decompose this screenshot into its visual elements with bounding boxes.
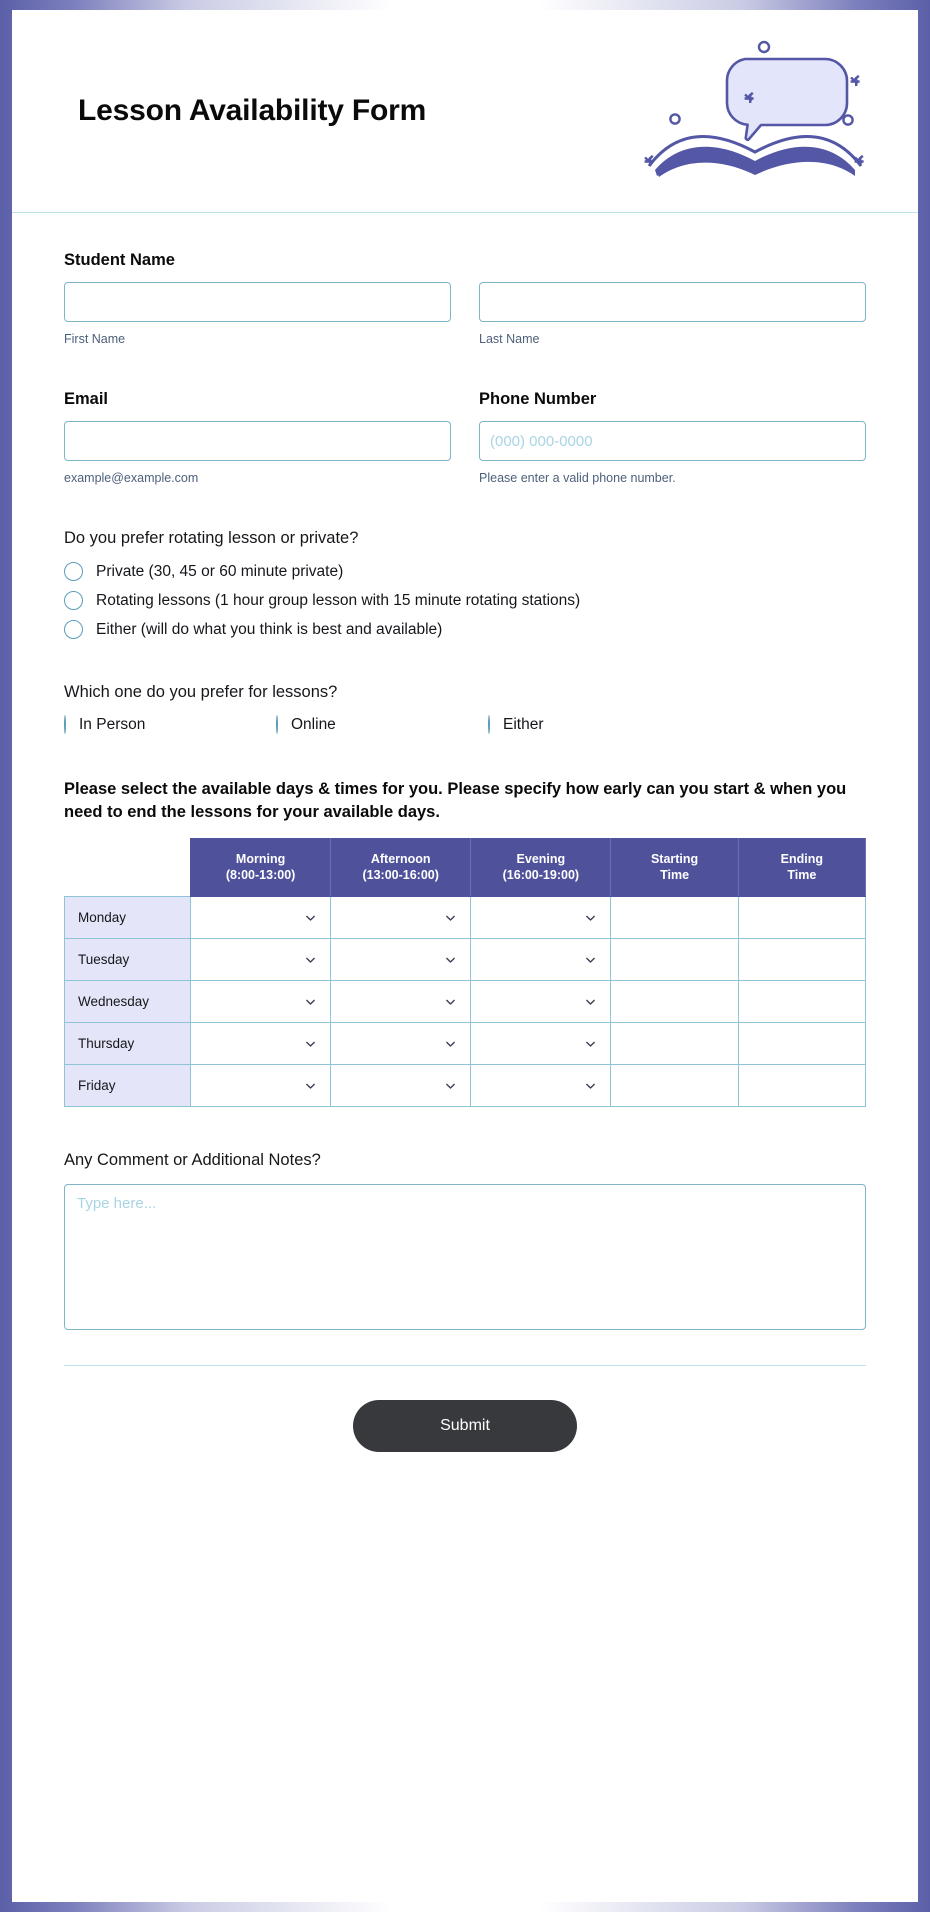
radio-circle-icon[interactable] bbox=[64, 620, 83, 639]
schedule-day-label: Tuesday bbox=[65, 939, 191, 981]
col-line1: Afternoon bbox=[370, 851, 431, 866]
form-header bbox=[12, 10, 918, 213]
radio-circle-icon[interactable] bbox=[64, 715, 66, 734]
schedule-ending-time-input[interactable] bbox=[738, 981, 865, 1023]
schedule-ending-time-input[interactable] bbox=[738, 1023, 865, 1065]
radio-circle-icon[interactable] bbox=[64, 591, 83, 610]
col-line2: (8:00-13:00) bbox=[225, 868, 296, 883]
schedule-morning-select[interactable] bbox=[191, 939, 331, 981]
phone-hint: Please enter a valid phone number. bbox=[479, 471, 676, 485]
radio-label: Private (30, 45 or 60 minute private) bbox=[96, 562, 344, 580]
chevron-down-icon bbox=[305, 912, 316, 923]
schedule-morning-select[interactable] bbox=[191, 897, 331, 939]
schedule-starting-time-input[interactable] bbox=[611, 1065, 738, 1107]
chevron-down-icon bbox=[445, 954, 456, 965]
email-label: Email bbox=[64, 390, 109, 408]
chevron-down-icon bbox=[445, 1080, 456, 1091]
chevron-down-icon bbox=[305, 954, 316, 965]
last-name-sublabel: Last Name bbox=[479, 332, 540, 346]
lesson-mode-option-online[interactable] bbox=[276, 716, 488, 734]
comments-textarea[interactable] bbox=[64, 1184, 866, 1330]
schedule-group bbox=[64, 778, 866, 1107]
chevron-down-icon bbox=[445, 996, 456, 1007]
chevron-down-icon bbox=[305, 996, 316, 1007]
schedule-morning-select[interactable] bbox=[191, 1065, 331, 1107]
chevron-down-icon bbox=[305, 1080, 316, 1091]
schedule-evening-select[interactable] bbox=[471, 1065, 611, 1107]
email-hint: example@example.com bbox=[64, 471, 199, 485]
chevron-down-icon bbox=[585, 1038, 596, 1049]
col-line1: Morning bbox=[235, 851, 286, 866]
chevron-down-icon bbox=[585, 996, 596, 1007]
phone-col bbox=[479, 390, 866, 485]
schedule-day-label: Thursday bbox=[65, 1023, 191, 1065]
schedule-afternoon-select[interactable] bbox=[331, 1023, 471, 1065]
chevron-down-icon bbox=[585, 912, 596, 923]
lesson-mode-option-either[interactable] bbox=[488, 716, 700, 734]
lesson-type-options bbox=[64, 562, 866, 639]
open-book-with-speech-bubble-icon bbox=[643, 34, 873, 189]
submit-button[interactable]: Submit bbox=[353, 1400, 577, 1452]
table-row bbox=[65, 1065, 866, 1107]
schedule-afternoon-select[interactable] bbox=[331, 939, 471, 981]
col-line2: Time bbox=[787, 868, 817, 883]
lesson-type-question: Do you prefer rotating lesson or private? bbox=[64, 529, 359, 547]
schedule-corner-cell bbox=[65, 838, 191, 897]
schedule-evening-select[interactable] bbox=[471, 939, 611, 981]
schedule-evening-select[interactable] bbox=[471, 1023, 611, 1065]
table-row bbox=[65, 897, 866, 939]
schedule-ending-time-input[interactable] bbox=[738, 939, 865, 981]
last-name-col bbox=[479, 282, 866, 346]
radio-label: In Person bbox=[79, 716, 146, 733]
chevron-down-icon bbox=[585, 954, 596, 965]
table-row bbox=[65, 1023, 866, 1065]
radio-circle-icon[interactable] bbox=[488, 715, 490, 734]
schedule-day-label: Monday bbox=[65, 897, 191, 939]
lesson-mode-options bbox=[64, 716, 866, 734]
col-line2: (16:00-19:00) bbox=[502, 868, 580, 883]
col-line2: (13:00-16:00) bbox=[362, 868, 439, 883]
schedule-ending-time-input[interactable] bbox=[738, 897, 865, 939]
col-line2: Time bbox=[660, 868, 690, 883]
student-name-label: Student Name bbox=[64, 251, 175, 269]
lesson-mode-group bbox=[64, 683, 866, 734]
radio-label: Rotating lessons (1 hour group lesson with 15 minute rotating stations) bbox=[96, 591, 581, 609]
chevron-down-icon bbox=[445, 1038, 456, 1049]
lesson-mode-option-in-person[interactable] bbox=[64, 716, 276, 734]
radio-circle-icon[interactable] bbox=[64, 562, 83, 581]
schedule-col-afternoon bbox=[331, 838, 471, 897]
schedule-col-evening bbox=[471, 838, 611, 897]
schedule-header-row bbox=[65, 838, 866, 897]
col-line1: Ending bbox=[780, 851, 824, 866]
col-line1: Starting bbox=[650, 851, 699, 866]
schedule-instruction: Please select the available days & times for you. Please specify how early can you start & when you need to end the lessons for your available days. bbox=[64, 780, 847, 821]
phone-label: Phone Number bbox=[479, 390, 597, 408]
form-footer bbox=[64, 1365, 866, 1452]
schedule-morning-select[interactable] bbox=[191, 981, 331, 1023]
schedule-evening-select[interactable] bbox=[471, 981, 611, 1023]
email-input[interactable] bbox=[64, 421, 451, 461]
page-title: Lesson Availability Form bbox=[78, 94, 427, 127]
lesson-mode-question: Which one do you prefer for lessons? bbox=[64, 683, 338, 701]
schedule-morning-select[interactable] bbox=[191, 1023, 331, 1065]
col-line1: Evening bbox=[516, 851, 566, 866]
schedule-ending-time-input[interactable] bbox=[738, 1065, 865, 1107]
lesson-type-option-private[interactable] bbox=[64, 562, 866, 581]
radio-label: Either (will do what you think is best and available) bbox=[96, 620, 443, 638]
form-sheet bbox=[12, 10, 918, 1902]
schedule-body bbox=[65, 897, 866, 1107]
email-col bbox=[64, 390, 451, 485]
lesson-type-group bbox=[64, 529, 866, 639]
contact-field-group bbox=[64, 390, 866, 485]
schedule-afternoon-select[interactable] bbox=[331, 981, 471, 1023]
form-body bbox=[12, 213, 918, 1452]
last-name-input[interactable] bbox=[479, 282, 866, 322]
schedule-afternoon-select[interactable] bbox=[331, 1065, 471, 1107]
chevron-down-icon bbox=[445, 912, 456, 923]
schedule-table bbox=[64, 838, 866, 1108]
schedule-col-ending-time bbox=[738, 838, 865, 897]
lesson-type-option-rotating[interactable] bbox=[64, 591, 866, 610]
schedule-starting-time-input[interactable] bbox=[611, 939, 738, 981]
schedule-day-label: Wednesday bbox=[65, 981, 191, 1023]
lesson-type-option-either[interactable] bbox=[64, 620, 866, 639]
first-name-sublabel: First Name bbox=[64, 332, 126, 346]
radio-label: Either bbox=[503, 716, 544, 733]
schedule-starting-time-input[interactable] bbox=[611, 1023, 738, 1065]
schedule-starting-time-input[interactable] bbox=[611, 981, 738, 1023]
schedule-day-label: Friday bbox=[65, 1065, 191, 1107]
table-row bbox=[65, 939, 866, 981]
schedule-evening-select[interactable] bbox=[471, 897, 611, 939]
table-row bbox=[65, 981, 866, 1023]
phone-input[interactable] bbox=[479, 421, 866, 461]
chevron-down-icon bbox=[305, 1038, 316, 1049]
first-name-input[interactable] bbox=[64, 282, 451, 322]
schedule-table-wrap bbox=[64, 838, 866, 1108]
schedule-afternoon-select[interactable] bbox=[331, 897, 471, 939]
radio-circle-icon[interactable] bbox=[276, 715, 278, 734]
radio-label: Online bbox=[291, 716, 336, 733]
comments-label: Any Comment or Additional Notes? bbox=[64, 1151, 321, 1170]
schedule-col-starting-time bbox=[611, 838, 738, 897]
schedule-starting-time-input[interactable] bbox=[611, 897, 738, 939]
student-name-field-group bbox=[64, 251, 866, 346]
chevron-down-icon bbox=[585, 1080, 596, 1091]
comments-group bbox=[64, 1151, 866, 1335]
schedule-col-morning bbox=[191, 838, 331, 897]
first-name-col bbox=[64, 282, 451, 346]
